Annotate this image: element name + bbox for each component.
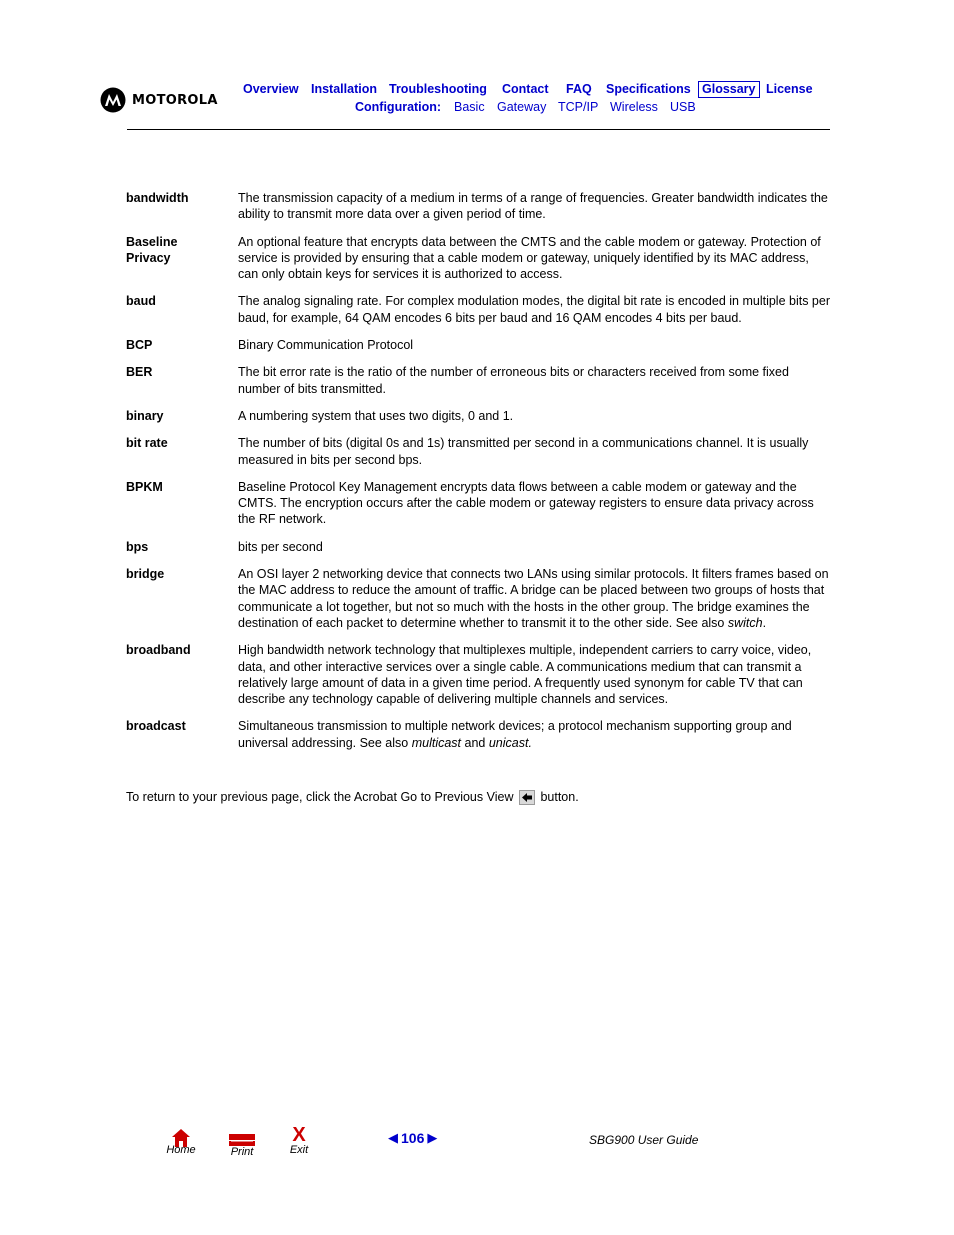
glossary-definition: Binary Communication Protocol bbox=[238, 338, 414, 353]
glossary-entry bbox=[126, 337, 832, 353]
glossary-entry bbox=[126, 408, 832, 424]
motorola-batwing-icon bbox=[100, 87, 126, 113]
nav-wireless[interactable]: Wireless bbox=[610, 100, 658, 114]
glossary-term: baud bbox=[126, 294, 156, 309]
home-label: Home bbox=[166, 1144, 196, 1156]
glossary-definition: bits per second bbox=[238, 539, 323, 554]
glossary-list bbox=[126, 190, 832, 751]
glossary-entry bbox=[126, 190, 832, 223]
page-navigation bbox=[388, 1130, 437, 1146]
brand-name: MOTOROLA bbox=[132, 92, 218, 108]
glossary-entry bbox=[126, 234, 832, 283]
nav-faq[interactable]: FAQ bbox=[566, 82, 592, 96]
glossary-term: bit rate bbox=[126, 436, 168, 451]
nav-troubleshooting[interactable]: Troubleshooting bbox=[389, 82, 487, 96]
glossary-definition: The transmission capacity of a medium in terms of a range of frequencies. Greater bandwidth indicates the ability to transmit more data over a given period of time. bbox=[238, 191, 828, 222]
glossary-term: BPKM bbox=[126, 479, 163, 494]
glossary-definition: A numbering system that uses two digits, 0 and 1. bbox=[238, 408, 514, 423]
glossary-entry bbox=[126, 566, 832, 631]
glossary-definition: An OSI layer 2 networking device that connects two LANs using similar protocols. It filters frames based on the MAC address to reduce the amount of traffic. A bridge can be placed between two groups of hosts that communicate a lot together, but not so much with the hosts in the other group. The bridge examines the destination of each packet to determine whether to transmit it to the other side. See also switch. bbox=[238, 567, 829, 630]
glossary-term: Baseline Privacy bbox=[126, 234, 178, 265]
glossary-entry bbox=[126, 642, 832, 707]
nav-specifications[interactable]: Specifications bbox=[606, 82, 691, 96]
next-page-icon[interactable]: ▶ bbox=[427, 1130, 438, 1145]
glossary-definition: Baseline Protocol Key Management encrypts data flows between a cable modem or gateway and the CMTS. The encryption occurs after the cable modem or gateway registers to ensure data privacy across the RF network. bbox=[238, 479, 814, 527]
nav-usb[interactable]: USB bbox=[670, 100, 696, 114]
glossary-definition: An optional feature that encrypts data between the CMTS and the cable modem or gateway. Protection of service is provided by ensuring that a cable modem or gateway, uniquely identified by its MAC address, can only obtain keys for services it is authorized to access. bbox=[238, 234, 821, 282]
guide-title: SBG900 User Guide bbox=[589, 1133, 699, 1147]
see-also-switch: switch bbox=[727, 615, 763, 630]
nav-contact[interactable]: Contact bbox=[502, 82, 549, 96]
exit-label: Exit bbox=[289, 1144, 309, 1156]
nav-configuration-label: Configuration: bbox=[355, 100, 442, 114]
glossary-term: BER bbox=[126, 365, 153, 380]
glossary-term: bandwidth bbox=[126, 191, 189, 205]
page-number: 106 bbox=[401, 1130, 425, 1146]
glossary-entry bbox=[126, 364, 832, 397]
nav-basic[interactable]: Basic bbox=[454, 100, 485, 114]
glossary-definition: The number of bits (digital 0s and 1s) transmitted per second in a communications channel. It is usually measured in bits per second bps. bbox=[238, 436, 809, 467]
return-instruction: To return to your previous page, click the Acrobat Go to Previous View button. bbox=[126, 790, 579, 804]
glossary-term: broadband bbox=[126, 643, 191, 658]
home-button[interactable] bbox=[163, 1128, 199, 1156]
exit-button[interactable] bbox=[283, 1125, 315, 1156]
glossary-term: broadcast bbox=[126, 719, 186, 734]
nav-glossary-active[interactable]: Glossary bbox=[698, 81, 760, 98]
see-also-unicast: unicast. bbox=[488, 735, 532, 750]
header-divider bbox=[127, 129, 830, 130]
nav-tcpip[interactable]: TCP/IP bbox=[558, 100, 599, 114]
glossary-entry bbox=[126, 718, 832, 751]
glossary-entry bbox=[126, 479, 832, 528]
nav-overview[interactable]: Overview bbox=[243, 82, 299, 96]
glossary-definition: The bit error rate is the ratio of the number of erroneous bits or characters received from some fixed number of bits transmitted. bbox=[238, 365, 789, 396]
glossary-definition: High bandwidth network technology that multiplexes multiple, independent carriers to carry voice, video, data, and other interactive services over a single cable. A communications medium that can transmit a relatively large amount of data in a given time period. A frequently used synonym for cable TV that can describe any technology capable of delivering multiple channels and services. bbox=[238, 643, 812, 707]
see-also-multicast: multicast bbox=[411, 735, 462, 750]
glossary-entry bbox=[126, 435, 832, 468]
print-button[interactable] bbox=[225, 1133, 259, 1158]
nav-license[interactable]: License bbox=[766, 82, 813, 96]
print-label: Print bbox=[230, 1146, 254, 1158]
glossary-term: bps bbox=[126, 539, 149, 554]
nav-installation[interactable]: Installation bbox=[311, 82, 377, 96]
previous-page-icon[interactable]: ◀ bbox=[388, 1130, 398, 1145]
exit-icon: X bbox=[292, 1124, 306, 1146]
print-icon bbox=[228, 1133, 256, 1147]
glossary-definition: Simultaneous transmission to multiple network devices; a protocol mechanism supporting group and universal addressing. See also multicast and unicast. bbox=[238, 719, 792, 750]
nav-gateway[interactable]: Gateway bbox=[497, 100, 547, 114]
glossary-term: binary bbox=[126, 408, 164, 423]
back-arrow-icon[interactable] bbox=[519, 790, 535, 805]
glossary-term: bridge bbox=[126, 567, 165, 582]
glossary-entry bbox=[126, 539, 832, 555]
glossary-term: BCP bbox=[126, 338, 153, 353]
glossary-definition: The analog signaling rate. For complex modulation modes, the digital bit rate is encoded in multiple bits per baud, for example, 64 QAM encodes 6 bits per baud and 16 QAM encodes 4 bits per baud. bbox=[238, 294, 830, 325]
glossary-entry bbox=[126, 293, 832, 326]
motorola-logo bbox=[100, 87, 218, 113]
